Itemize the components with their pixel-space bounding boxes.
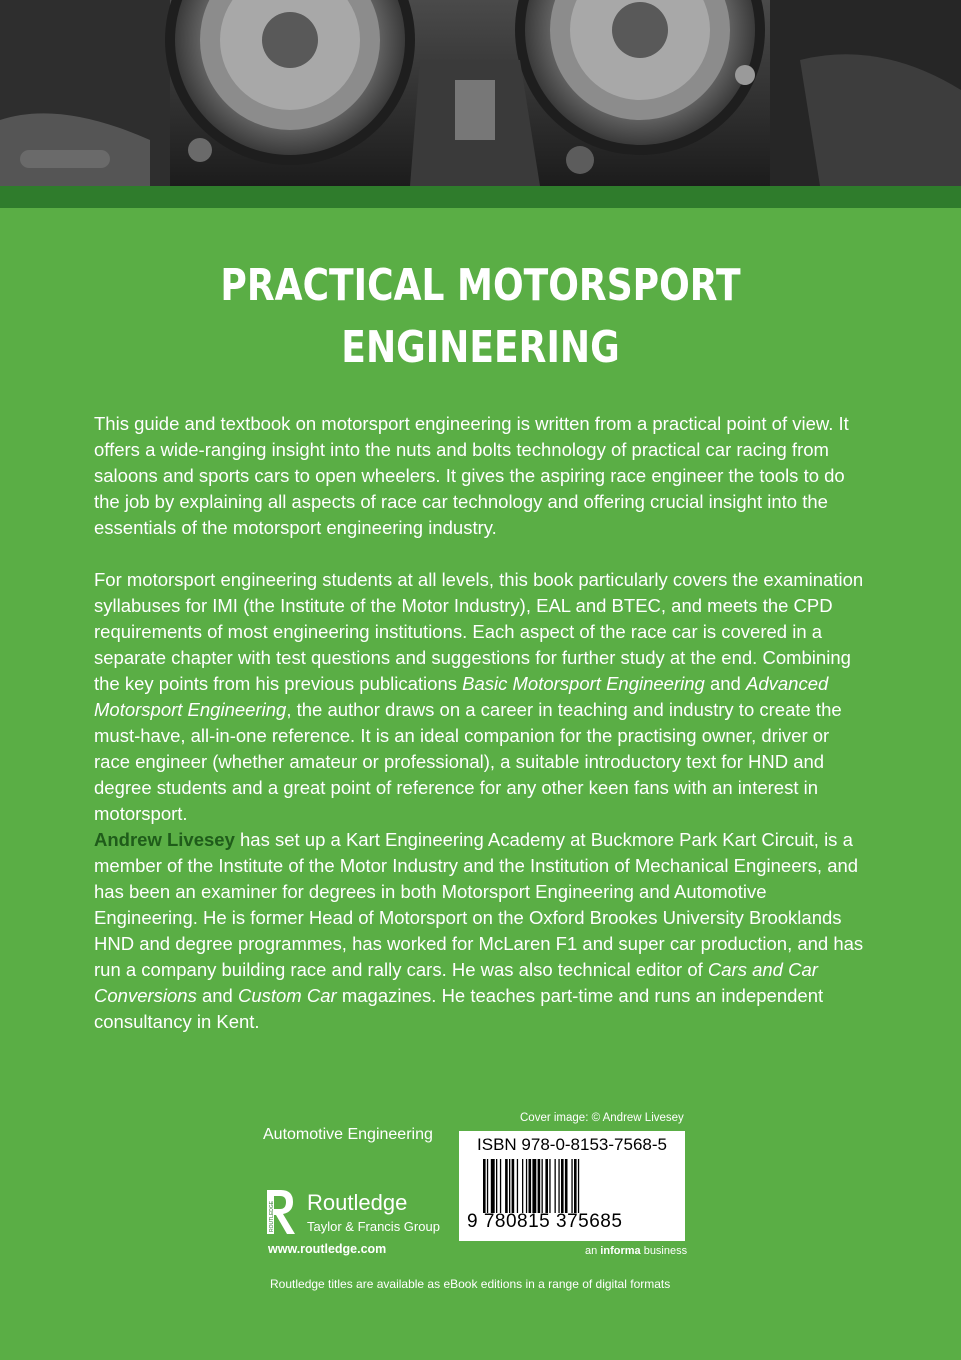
- book-title-advanced: Advanced Motorsport Engineering: [94, 673, 829, 720]
- barcode-bar: [555, 1159, 556, 1213]
- author-name: Andrew Livesey: [94, 829, 235, 850]
- barcode-bar: [505, 1159, 508, 1213]
- barcode-bar: [529, 1159, 532, 1213]
- barcode-bar: [532, 1159, 536, 1213]
- barcode-digits: 9 780815 375685: [467, 1211, 623, 1232]
- cover-image-credit: Cover image: © Andrew Livesey: [520, 1112, 684, 1124]
- publisher-logo: [263, 1186, 453, 1246]
- text-span: an: [585, 1245, 601, 1257]
- barcode-bar: [571, 1159, 572, 1213]
- publisher-name: Routledge: [307, 1190, 408, 1215]
- barcode-bar: [487, 1159, 488, 1213]
- logo-mark-text: ROUTLEDGE: [269, 1200, 275, 1232]
- paragraph-text: [94, 567, 866, 827]
- cover-photo: [0, 0, 961, 186]
- text-span: and: [704, 673, 746, 694]
- barcode-bar: [500, 1159, 501, 1213]
- barcode-bar: [538, 1159, 541, 1213]
- barcode-bar: [565, 1159, 568, 1213]
- barcode-bar: [558, 1159, 559, 1213]
- barcode-bar: [574, 1159, 577, 1213]
- barcode-bar: [483, 1159, 486, 1213]
- publisher-website: www.routledge.com: [268, 1242, 387, 1256]
- publisher-group: Taylor & Francis Group: [307, 1219, 440, 1234]
- barcode-bar: [561, 1159, 564, 1213]
- barcode-bar: [549, 1159, 550, 1213]
- barcode-bar: [509, 1159, 510, 1213]
- barcode-bar: [526, 1159, 527, 1213]
- text-span: and: [196, 985, 238, 1006]
- text-span: magazines. He teaches part-time and runs an independent consultancy in Kent.: [94, 985, 824, 1032]
- book-title-basic: Basic Motorsport Engineering: [462, 673, 705, 694]
- paragraph-text: [94, 827, 866, 1035]
- informa-tagline: [585, 1245, 687, 1257]
- description-paragraph-1: [94, 411, 866, 541]
- informa-brand: informa: [600, 1245, 641, 1257]
- author-bio-paragraph: [94, 827, 866, 1035]
- barcode-bar: [522, 1159, 523, 1213]
- engine-timing-gears-photo: [0, 0, 961, 186]
- text-span: For motorsport engineering students at all levels, this book particularly covers the examination syllabuses for IMI (the Institute of the Motor Industry), EAL and BTEC, and meets the CPD requirements of most engineering institutions. Each aspect of the race car is covered in a separate chapter with test questions and suggestions for further study at the end. Combining the key points from his previous publications: [94, 569, 864, 694]
- title-line-2: ENGINEERING: [341, 322, 620, 373]
- subject-category: Automotive Engineering: [263, 1126, 433, 1143]
- barcode-bar: [512, 1159, 515, 1213]
- barcode-bar: [578, 1159, 579, 1213]
- description-paragraph-2: [94, 567, 866, 827]
- barcode-bar: [517, 1159, 518, 1213]
- isbn-text: ISBN 978-0-8153-7568-5: [477, 1135, 667, 1154]
- text-span: business: [640, 1245, 688, 1257]
- barcode-bar: [496, 1159, 497, 1213]
- green-band: [0, 186, 961, 208]
- paragraph-text: This guide and textbook on motorsport engineering is written from a practical point of view. It offers a wide-ranging insight into the nuts and bolts technology of practical car racing from saloons and sports cars to open wheelers. It gives the aspiring race engineer the tools to do the job by explaining all aspects of race car technology and offering crucial insight into the essentials of the motorsport engineering industry.: [94, 413, 849, 538]
- text-span: , the author draws on a career in teaching and industry to create the must-have, all-in-one reference. It is an ideal companion for the practising owner, driver or race engineer (whether amateur or professional), a suitable introductory text for HND and degree students and a great point of reference for any other keen fans with an interest in motorsport.: [94, 699, 842, 824]
- barcode-icon: [483, 1159, 663, 1213]
- magazine-title-2: Custom Car: [237, 985, 337, 1006]
- barcode-panel: [459, 1131, 685, 1241]
- ebook-note: Routledge titles are available as eBook editions in a range of digital formats: [270, 1277, 671, 1291]
- routledge-logo-icon: [263, 1188, 299, 1236]
- barcode-bar: [542, 1159, 543, 1213]
- barcode-bar: [545, 1159, 548, 1213]
- text-span: has set up a Kart Engineering Academy at Buckmore Park Kart Circuit, is a member of the Institute of the Motor Industry and the Institution of Mechanical Engineers, and has been an examiner for degrees in both Motorsport Engineering and Automotive Engineering. He is former Head of Motorsport on the Oxford Brookes University Brooklands HND and degree programmes, has worked for McLaren F1 and super car production, and has run a company building race and rally cars. He was also technical editor of: [94, 829, 864, 980]
- magazine-title-1: Cars and Car Conversions: [94, 959, 818, 1006]
- barcode-bar: [491, 1159, 495, 1213]
- book-title: [86, 255, 874, 379]
- title-line-1: PRACTICAL MOTORSPORT: [220, 260, 741, 311]
